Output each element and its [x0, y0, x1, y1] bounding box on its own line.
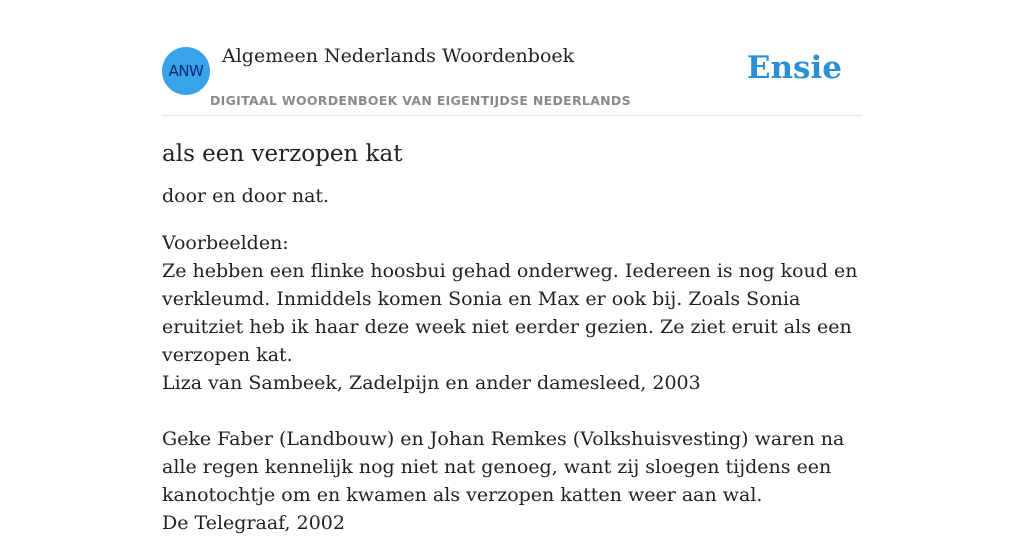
example-source: De Telegraaf, 2002	[162, 512, 345, 534]
example-text: Geke Faber (Landbouw) en Johan Remkes (Volkshuisvesting) waren na alle regen kennelijk nog niet nat genoeg, want zij sloegen tijdens een kanotochtje om en kwamen als verzopen katten weer aan wal.	[162, 428, 845, 506]
example-item	[162, 257, 867, 397]
entry-definition: door en door nat.	[162, 185, 330, 207]
example-item	[162, 425, 867, 537]
example-text: Ze hebben een flinke hoosbui gehad onderweg. Iedereen is nog koud en verkleumd. Inmiddels komen Sonia en Max er ook bij. Zoals Sonia eruitziet heb ik haar deze week niet eerder gezien. Ze ziet eruit als een verzopen kat.	[162, 260, 858, 366]
entry-content	[162, 138, 867, 537]
examples-section	[162, 229, 867, 537]
header-divider	[162, 115, 862, 116]
anw-logo[interactable]: ANW	[162, 47, 210, 95]
example-source: Liza van Sambeek, Zadelpijn en ander damesleed, 2003	[162, 372, 701, 394]
site-subtitle: DIGITAAL WOORDENBOEK VAN EIGENTIJDSE NEDERLANDS	[210, 93, 631, 108]
entry-title: als een verzopen kat	[162, 141, 403, 167]
ensie-brand-link[interactable]: Ensie	[746, 50, 842, 86]
site-title[interactable]: Algemeen Nederlands Woordenboek	[222, 45, 575, 67]
examples-label: Voorbeelden:	[162, 232, 289, 254]
